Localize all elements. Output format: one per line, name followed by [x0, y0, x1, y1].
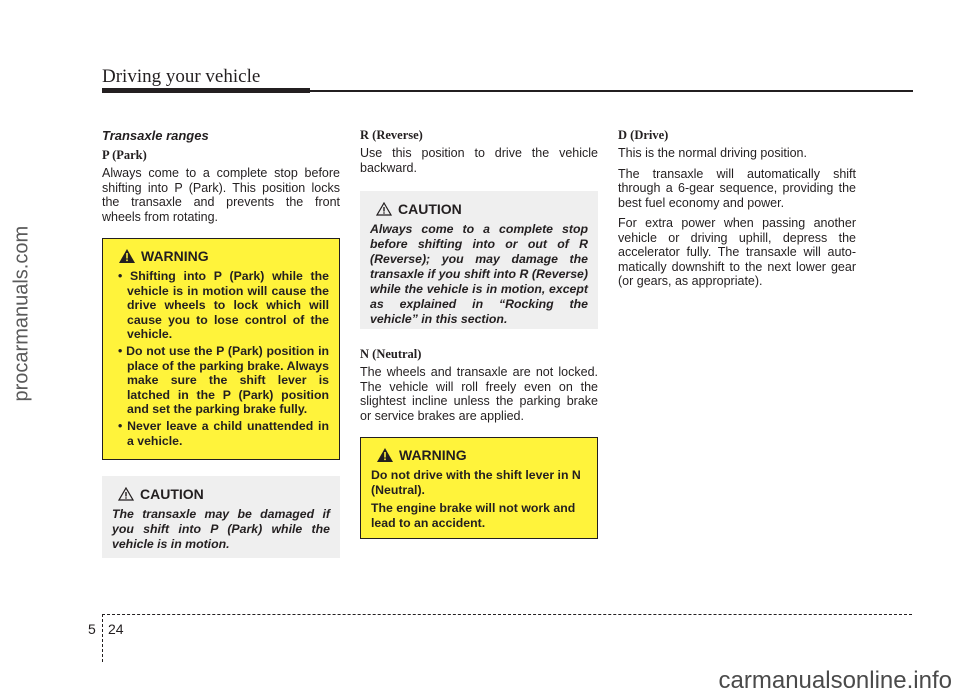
warning-item: • Shifting into P (Park) while the vehicle is in motion will cause the drive wheels to lock which will cause you to lose control of the vehicle.: [113, 269, 329, 342]
park-paragraph: Always come to a complete stop before shifting into P (Park). This position locks the transaxle and prevents the front wheels from rotating.: [102, 166, 340, 224]
column-right: [618, 128, 856, 295]
warning-text: The engine brake will not work and lead to an accident.: [371, 501, 576, 530]
warning-triangle-icon: [377, 448, 393, 462]
reverse-caution-box: [360, 191, 598, 329]
neutral-paragraph: The wheels and transaxle are not locked. The vehicle will roll freely even on the slightest incline unless the parking brake or service brakes are applied.: [360, 365, 598, 423]
caution-header: [376, 201, 588, 217]
page-number: 24: [108, 621, 124, 637]
drive-paragraph: This is the normal driving position.: [618, 146, 807, 160]
caution-triangle-icon: [376, 202, 392, 216]
park-caution-box: [102, 476, 340, 558]
warning-header: [119, 248, 329, 264]
page-header-title: Driving your vehicle: [102, 66, 261, 87]
column-left: [102, 128, 340, 558]
caution-text: The transaxle may be damaged if you shift into P (Park) while the vehicle is in motion.: [112, 507, 330, 551]
caution-text: Always come to a complete stop before shifting into or out of R (Reverse); you may damage the transaxle if you shift into R (Reverse) while the vehicle is in motion, except as explained in “Rocking the vehicle” in this section.: [370, 222, 588, 326]
reverse-heading: R (Reverse): [360, 128, 423, 142]
caution-title: CAUTION: [398, 201, 462, 217]
header-rule-thick: [102, 88, 310, 93]
warning-title: WARNING: [399, 447, 467, 463]
header-rule-thin: [310, 90, 913, 92]
caution-triangle-icon: [118, 487, 134, 501]
caution-title: CAUTION: [140, 486, 204, 502]
watermark-bottom: carmanualsonline.info: [718, 667, 952, 694]
section-title: Transaxle ranges: [102, 128, 209, 143]
neutral-heading: N (Neutral): [360, 347, 422, 361]
footer-rule: [102, 614, 912, 615]
reverse-paragraph: Use this position to drive the vehicle backward.: [360, 146, 598, 175]
drive-heading: D (Drive): [618, 128, 669, 142]
park-heading: P (Park): [102, 148, 147, 162]
neutral-warning-box: [360, 437, 598, 539]
footer-vertical-rule: [102, 614, 103, 662]
column-middle: [360, 128, 598, 539]
caution-header: [118, 486, 330, 502]
drive-paragraph: For extra power when passing another vehicle or driving uphill, depress the accelerator fully. The transaxle will auto-matically downshift to the next lower gear (or gears, as appropriate).: [618, 216, 856, 288]
warning-title: WARNING: [141, 248, 209, 264]
watermark-left: procarmanuals.com: [10, 225, 33, 402]
warning-item: • Never leave a child unattended in a vehicle.: [113, 419, 329, 448]
drive-paragraph: The transaxle will automatically shift through a 6-gear sequence, providing the best fuel economy and power.: [618, 166, 856, 210]
warning-list: [113, 269, 329, 448]
warning-triangle-icon: [119, 249, 135, 263]
warning-text: Do not drive with the shift lever in N (Neutral).: [371, 468, 581, 497]
warning-item: • Do not use the P (Park) position in place of the parking brake. Always make sure the shift lever is latched in the P (Park) position and set the parking brake fully.: [113, 344, 329, 417]
chapter-number: 5: [88, 621, 96, 637]
warning-header: [377, 447, 587, 463]
park-warning-box: [102, 238, 340, 460]
